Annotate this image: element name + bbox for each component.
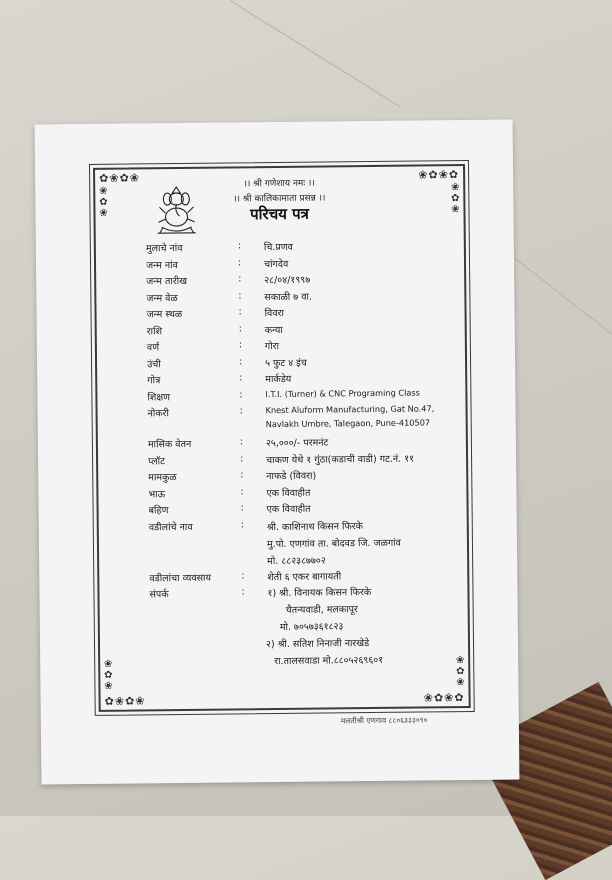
detail-value: गोरा <box>264 340 280 353</box>
corner-ornament-bottom-left: ✿❀✿❀ <box>104 694 146 708</box>
colon: : <box>239 388 243 400</box>
colon: : <box>238 355 243 367</box>
detail-value: एक विवाहीत <box>266 487 311 499</box>
detail-label: मामकुळ <box>148 472 177 484</box>
detail-label: मुलाचे नांव <box>145 242 183 255</box>
detail-label: बहिण <box>148 505 169 517</box>
colon: : <box>238 306 242 318</box>
contact-address-mobile: रा.तालसवाडा मो.८८०५२६९६०१ <box>274 654 384 667</box>
detail-label: गोत्र <box>147 375 161 387</box>
detail-label: संपर्क <box>149 589 169 601</box>
corner-ornament-top-right: ❀✿❀✿ <box>418 168 460 182</box>
detail-row <box>148 403 448 434</box>
colon: : <box>240 518 245 530</box>
colon: : <box>241 569 245 581</box>
contact-mobile: मो. ७०५७३६१८२३ <box>279 620 344 633</box>
detail-row <box>149 517 450 571</box>
detail-value: I.T.I. (Turner) & CNC Programing Class <box>265 387 420 399</box>
detail-label: शिक्षण <box>147 391 171 403</box>
corner-ornament-right-vertical: ❀ ✿ ❀ <box>450 182 460 216</box>
colon: : <box>240 485 244 497</box>
detail-label: मासिक वेतन <box>147 438 192 451</box>
ganesha-icon <box>151 183 202 238</box>
colon: : <box>238 273 242 285</box>
job-address-line-1: Knest Aluform Manufacturing, Gat No.47, <box>265 403 435 416</box>
detail-value: कन्या <box>264 324 283 336</box>
detail-value <box>266 403 448 433</box>
father-mobile: मो. ८८२३८७७०२ <box>267 554 326 567</box>
detail-value: नाफडे (विवरा) <box>266 470 317 483</box>
detail-label: जन्म स्थळ <box>146 308 183 321</box>
colon: : <box>238 322 242 334</box>
printer-footer: मलतीश्री एणगाव ८८०६३३३०९० <box>340 715 428 726</box>
detail-value: सकाळी ७ वा. <box>264 291 313 303</box>
floor-tile-line <box>230 0 400 107</box>
invocation-kalikamata: ।। श्री कालिकामाता प्रसन्न ।। <box>233 193 326 205</box>
colon: : <box>239 372 243 384</box>
colon: : <box>240 469 244 481</box>
detail-label: नोकरी <box>147 408 170 420</box>
page-title: परिचय पत्र <box>250 204 309 224</box>
detail-label: प्लॉट <box>148 455 165 467</box>
colon: : <box>237 240 242 252</box>
colon: : <box>238 339 243 351</box>
biodata-sheet <box>35 120 520 785</box>
detail-value: विवरा <box>264 307 284 320</box>
colon: : <box>239 436 244 448</box>
job-address-line-2: Navlakh Umbre, Talegaon, Pune-410507 <box>265 417 431 430</box>
father-address: मु.पो. एणगांव ता. बोदवड जि. जळगांव <box>266 537 401 550</box>
detail-value: चि.प्रणव <box>263 241 293 254</box>
detail-value: चाकण येथे १ गुंठा(कडाची वाडी) गट.नं. ११ <box>266 453 415 466</box>
corner-ornament-top-left: ✿❀✿❀ <box>99 171 141 185</box>
detail-value: शेती ६ एकर बागायती <box>267 570 342 583</box>
corner-ornament-bottom-left-vertical: ❀ ✿ ❀ <box>103 658 113 692</box>
detail-label: जन्म नांव <box>145 259 178 271</box>
colon: : <box>239 405 243 417</box>
detail-value: चांगदेव <box>263 258 289 270</box>
detail-label: वडीलांचा व्यवसाय <box>149 572 212 584</box>
details-list <box>146 238 450 672</box>
colon: : <box>237 256 242 268</box>
corner-ornament-left-vertical: ❀ ✿ ❀ <box>99 185 108 219</box>
detail-value: १) श्री. विनायक किसन फिरके <box>267 587 372 600</box>
corner-ornament-bottom-right: ❀✿❀✿ <box>423 691 465 705</box>
corner-ornament-bottom-right-vertical: ❀ ✿ ❀ <box>455 655 465 689</box>
invocation-ganesh: ।। श्री गणेशाय नमः ।। <box>243 178 315 190</box>
detail-value: मार्कडेय <box>265 373 292 386</box>
colon: : <box>240 452 244 464</box>
detail-label: राशि <box>146 325 163 337</box>
detail-label: जन्म तारीख <box>146 275 188 288</box>
detail-label: वर्ण <box>146 342 160 354</box>
contact-address: चैतन्यवाडी, मलकापूर <box>285 603 358 616</box>
colon: : <box>240 502 244 514</box>
detail-value: ५ फुट ४ इंच <box>265 357 307 369</box>
contact-line <box>150 652 450 672</box>
colon: : <box>241 586 245 598</box>
contact-name: २) श्री. सतिश निनाजी नारखेडे <box>265 637 370 650</box>
colon: : <box>238 289 242 301</box>
father-name: श्री. काशिनाथ किसन फिरके <box>266 520 364 533</box>
detail-label: वडीलांचे नाव <box>148 521 193 533</box>
detail-label: भाऊ <box>148 488 166 500</box>
detail-value: २५,०००/- परमनंट <box>265 437 329 450</box>
detail-label: जन्म वेळ <box>146 292 178 304</box>
decorative-border <box>93 164 471 712</box>
floor-tile-line <box>515 258 612 339</box>
detail-label: उंची <box>147 358 161 370</box>
detail-value: एक विवाहीत <box>266 503 311 516</box>
detail-value <box>267 517 450 570</box>
detail-value: २८/०४/१९९७ <box>264 274 311 287</box>
